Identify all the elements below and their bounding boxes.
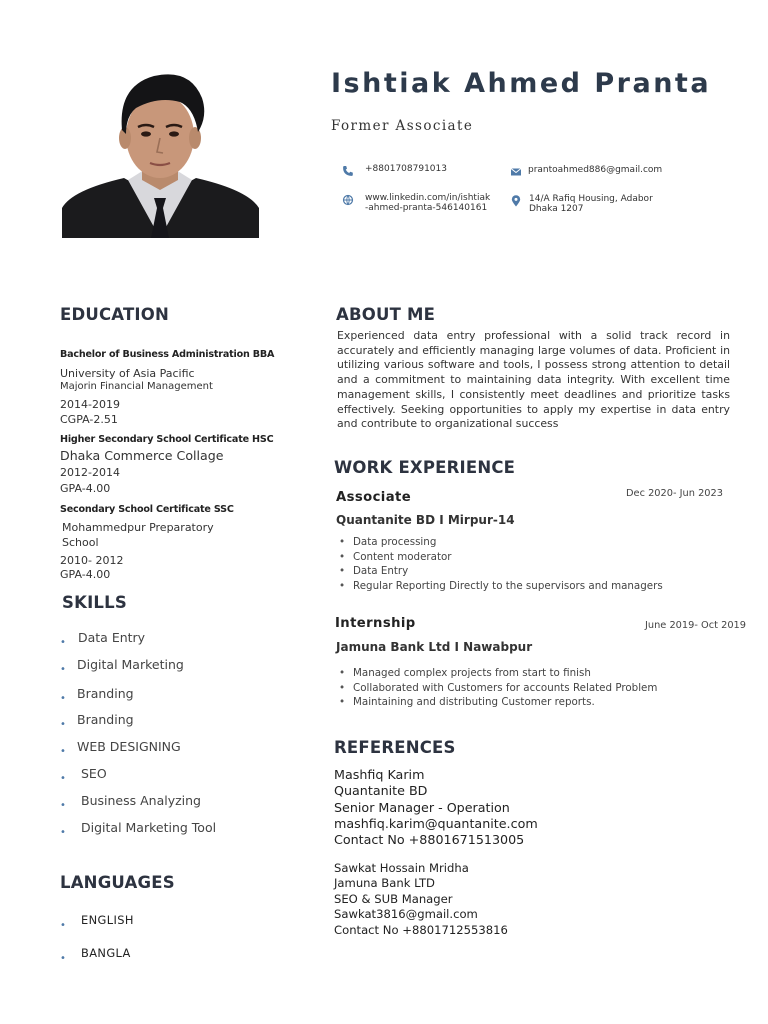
duty-text: Maintaining and distributing Customer reports. <box>353 696 595 709</box>
language-label: BANGLA <box>81 946 131 960</box>
linkedin-url[interactable] <box>365 193 490 213</box>
duty-item <box>336 535 663 550</box>
bullet-icon: • <box>60 827 66 838</box>
hsc-grade: GPA-4.00 <box>60 482 111 495</box>
bullet-icon: • <box>60 773 66 784</box>
job-title: Associate <box>336 490 412 505</box>
bullet-icon: • <box>60 746 66 757</box>
duty-text: Regular Reporting Directly to the supervisors and managers <box>353 580 663 593</box>
hsc-years: 2012-2014 <box>60 466 120 479</box>
bullet-icon: • <box>60 719 66 730</box>
about-heading: ABOUT ME <box>336 305 436 324</box>
duty-item <box>336 695 657 710</box>
reference-2 <box>334 861 508 938</box>
language-item <box>60 946 66 965</box>
profile-photo <box>62 58 259 238</box>
phone-contact <box>342 164 447 177</box>
job-duties <box>336 535 663 594</box>
language-item <box>60 913 66 932</box>
ref-name: Mashfiq Karim <box>334 767 425 782</box>
about-text: Experienced data entry professional with a solid track record in accurately and efficiently managing large volumes of data. Proficient in utilizing various software and tools, I possess strong attention to detail and a commitment to maintaining data integrity. With excellent time management skills, I consistently meet deadlines and prioritize tasks effectively. Seeking opportunities to apply my expertise in data entry and contribute to organizational success <box>337 329 730 431</box>
bullet-icon: • <box>339 565 346 578</box>
duty-text: Content moderator <box>353 550 452 563</box>
email-icon <box>510 166 522 178</box>
skill-item <box>60 686 66 705</box>
education-heading: EDUCATION <box>60 305 169 324</box>
hsc-school: Dhaka Commerce Collage <box>60 448 224 463</box>
ref-name: Sawkat Hossain Mridha <box>334 861 469 875</box>
job-date: Dec 2020- Jun 2023 <box>626 488 724 499</box>
bullet-icon: • <box>339 550 346 563</box>
skill-label: Business Analyzing <box>81 793 201 808</box>
linkedin-line-2: -ahmed-pranta-546140161 <box>365 203 488 213</box>
bba-title: Bachelor of Business Administration BBA <box>60 349 275 360</box>
duty-item <box>336 666 657 681</box>
skill-label: Branding <box>77 686 134 701</box>
skill-label: Digital Marketing Tool <box>81 820 217 835</box>
linkedin-line-1: www.linkedin.com/in/ishtiak <box>365 193 491 203</box>
bba-school: University of Asia Pacific <box>60 367 195 380</box>
ssc-school-line-2: School <box>62 536 99 549</box>
bba-years: 2014-2019 <box>60 398 120 411</box>
bba-grade: CGPA-2.51 <box>60 413 118 426</box>
skill-label: Data Entry <box>78 630 146 645</box>
hsc-title: Higher Secondary School Certificate HSC <box>60 434 274 445</box>
address-line-1: 14/A Rafiq Housing, Adabor <box>529 194 653 204</box>
references-heading: REFERENCES <box>334 738 456 757</box>
duty-item <box>336 579 663 594</box>
email-address[interactable]: prantoahmed886@gmail.com <box>528 165 663 175</box>
skill-item <box>60 739 66 758</box>
ssc-years: 2010- 2012 <box>60 554 124 567</box>
job-duties <box>336 666 657 710</box>
bullet-icon: • <box>339 667 346 679</box>
ref-email[interactable]: Sawkat3816@gmail.com <box>334 907 478 922</box>
skill-label: SEO <box>81 766 107 781</box>
ssc-grade: GPA-4.00 <box>60 568 111 581</box>
duty-item <box>336 681 657 696</box>
language-label: ENGLISH <box>81 913 134 927</box>
globe-icon <box>342 194 354 206</box>
bullet-icon: • <box>60 800 66 811</box>
duty-item <box>336 564 663 579</box>
reference-1 <box>334 767 538 848</box>
ref-company: Jamuna Bank LTD <box>334 876 435 891</box>
location-pin-icon <box>510 195 522 207</box>
skill-item <box>60 766 66 785</box>
ref-phone[interactable]: Contact No +8801712553816 <box>334 922 508 937</box>
ssc-school-line-1: Mohammedpur Preparatory <box>62 521 214 534</box>
job-company: Quantanite BD I Mirpur-14 <box>336 513 515 527</box>
job-role: Former Associate <box>331 118 474 134</box>
duty-item <box>336 550 663 565</box>
bullet-icon: • <box>339 536 346 548</box>
bullet-icon: • <box>339 580 346 593</box>
duty-text: Data processing <box>353 536 437 548</box>
job-date: June 2019- Oct 2019 <box>645 620 747 631</box>
ref-phone[interactable]: Contact No +8801671513005 <box>334 832 525 848</box>
job-title: Internship <box>335 616 416 631</box>
ref-position: Senior Manager - Operation <box>334 799 510 815</box>
work-heading: WORK EXPERIENCE <box>334 458 516 477</box>
bullet-icon: • <box>60 920 66 931</box>
bullet-icon: • <box>60 664 66 675</box>
bullet-icon: • <box>339 696 346 709</box>
skill-item <box>60 820 66 839</box>
bba-major: Majorin Financial Management <box>60 381 213 392</box>
skill-label: Digital Marketing <box>77 657 184 672</box>
phone-icon <box>342 165 354 177</box>
bullet-icon: • <box>60 693 66 704</box>
duty-text: Managed complex projects from start to finish <box>353 667 591 679</box>
address <box>529 194 653 214</box>
ssc-title: Secondary School Certificate SSC <box>60 504 234 515</box>
ref-company: Quantanite BD <box>334 783 428 799</box>
skill-item <box>60 712 66 731</box>
ref-position: SEO & SUB Manager <box>334 891 453 906</box>
person-name: Ishtiak Ahmed Pranta <box>331 68 712 99</box>
skill-label: WEB DESIGNING <box>77 739 181 754</box>
address-line-2: Dhaka 1207 <box>529 204 584 214</box>
duty-text: Collaborated with Customers for accounts Related Problem <box>353 681 658 694</box>
bullet-icon: • <box>339 681 346 694</box>
duty-text: Data Entry <box>353 565 409 578</box>
bullet-icon: • <box>60 953 66 964</box>
linkedin-contact <box>342 193 490 213</box>
skill-label: Branding <box>77 712 134 727</box>
job-company: Jamuna Bank Ltd I Nawabpur <box>336 640 533 654</box>
skill-item <box>60 793 66 812</box>
address-contact <box>510 194 653 214</box>
phone-number[interactable]: +8801708791013 <box>365 164 447 174</box>
bullet-icon: • <box>60 637 66 648</box>
skill-item <box>60 630 66 649</box>
skill-item <box>60 657 66 676</box>
skills-heading: SKILLS <box>62 593 127 612</box>
ref-email[interactable]: mashfiq.karim@quantanite.com <box>334 815 538 831</box>
languages-heading: LANGUAGES <box>60 873 175 892</box>
email-contact <box>510 165 662 178</box>
